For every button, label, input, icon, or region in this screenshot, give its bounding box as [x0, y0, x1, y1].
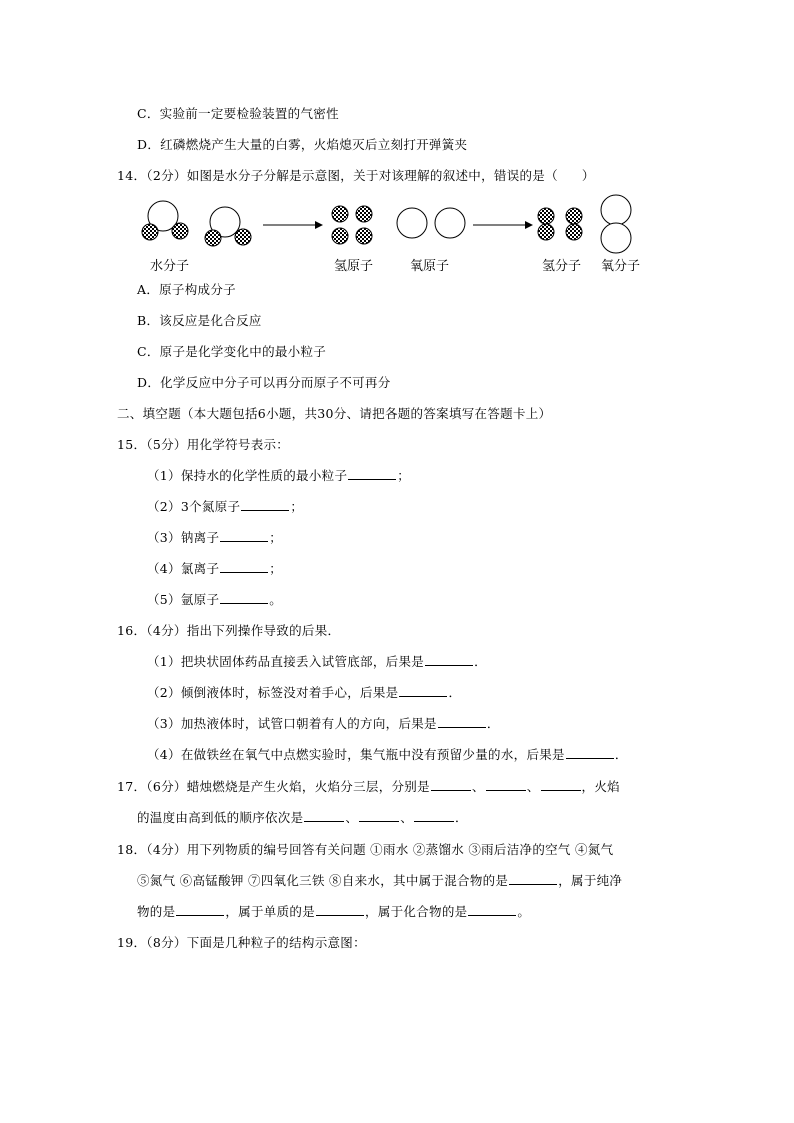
- water-decomposition-diagram: [130, 190, 660, 260]
- q14-stem-text: 14．（2分）如图是水分子分解是示意图，关于对该理解的叙述中，错误的是（: [117, 168, 558, 183]
- q15-stem: 15．（5分）用化学符号表示：: [117, 437, 290, 452]
- q15-item-4-text: （4）氯离子: [147, 561, 220, 576]
- q18-line-2: [137, 873, 622, 889]
- q16-stem: 16．（4分）指出下列操作导致的后果．: [117, 623, 341, 638]
- q16-item-2-text: （2）倾倒液体时，标签没对着手心，后果是: [147, 685, 399, 700]
- arrow-icon: [263, 221, 323, 229]
- q18-line-3-a: 物的是: [137, 904, 176, 919]
- answer-blank[interactable]: [220, 592, 268, 604]
- answer-blank[interactable]: [399, 685, 447, 697]
- punct: ．: [486, 716, 500, 731]
- answer-blank[interactable]: [316, 904, 364, 916]
- q14-option-b: B．该反应是化合反应: [137, 313, 262, 328]
- answer-blank[interactable]: [486, 779, 526, 791]
- answer-blank[interactable]: [509, 873, 557, 885]
- answer-blank[interactable]: [220, 530, 268, 542]
- punct: ．: [455, 810, 468, 825]
- q14-option-a: A．原子构成分子: [137, 282, 236, 297]
- punct: ；: [290, 499, 304, 514]
- label-water-molecule: 水分子: [150, 259, 190, 274]
- answer-blank[interactable]: [304, 810, 344, 822]
- q15-item-3: [147, 530, 282, 546]
- punct: ．: [448, 685, 462, 700]
- q18-line-3-b: ，属于单质的是: [225, 904, 316, 919]
- q13-option-c: C．实验前一定要检验装置的气密性: [137, 106, 339, 121]
- q15-item-5-text: （5）氩原子: [147, 592, 220, 607]
- q16-item-4: [147, 747, 628, 763]
- punct: 、: [526, 779, 540, 794]
- punct: 。: [269, 592, 283, 607]
- label-oxygen-atom: 氧原子: [410, 259, 450, 274]
- answer-blank[interactable]: [566, 747, 614, 759]
- answer-blank[interactable]: [348, 468, 396, 480]
- punct: ；: [269, 530, 283, 545]
- answer-blank[interactable]: [359, 810, 399, 822]
- q14-stem: [117, 168, 595, 184]
- q13-option-d: D．红磷燃烧产生大量的白雾，火焰熄灭后立刻打开弹簧夹: [137, 137, 468, 152]
- label-hydrogen-molecule: 氢分子: [542, 259, 582, 274]
- q17-line-1-tail: ，火焰: [581, 779, 620, 794]
- q15-item-3-text: （3）钠离子: [147, 530, 220, 545]
- answer-blank[interactable]: [431, 779, 471, 791]
- punct: ；: [397, 468, 411, 483]
- label-hydrogen-atom: 氢原子: [334, 259, 374, 274]
- answer-blank[interactable]: [541, 779, 581, 791]
- q15-item-2: [147, 499, 303, 515]
- label-oxygen-molecule: 氧分子: [601, 259, 641, 274]
- q15-item-4: [147, 561, 282, 577]
- answer-blank[interactable]: [425, 654, 473, 666]
- section-heading: 二、填空题（本大题包括6小题，共30分、请把各题的答案填写在答题卡上）: [117, 406, 552, 421]
- q18-line-1: 18．（4分）用下列物质的编号回答有关问题 ①雨水 ②蒸馏水 ③雨后洁净的空气 ④氮气: [117, 842, 614, 857]
- q16-item-1-text: （1）把块状固体药品直接丢入试管底部，后果是: [147, 654, 425, 669]
- q16-item-3: [147, 716, 500, 732]
- q16-item-4-text: （4）在做铁丝在氧气中点燃实验时，集气瓶中没有预留少量的水，后果是: [147, 747, 565, 762]
- q17-line-1-text: 17．（6分）蜡烛燃烧是产生火焰，火焰分三层，分别是: [117, 779, 430, 794]
- q17-line-2-text: 的温度由高到低的顺序依次是: [137, 810, 304, 825]
- answer-blank[interactable]: [176, 904, 224, 916]
- answer-blank[interactable]: [438, 716, 486, 728]
- q18-line-2-text: ⑤氮气 ⑥高锰酸钾 ⑦四氧化三铁 ⑧自来水，其中属于混合物的是: [137, 873, 509, 888]
- punct: 、: [345, 810, 359, 825]
- punct: ．: [614, 747, 628, 762]
- q15-item-5: [147, 592, 282, 608]
- q14-option-c: C．原子是化学变化中的最小粒子: [137, 344, 327, 359]
- answer-blank[interactable]: [468, 904, 516, 916]
- q17-line-1: [117, 779, 620, 795]
- q15-item-1: [147, 468, 410, 484]
- q15-item-2-text: （2）3个氮原子: [147, 499, 241, 514]
- punct: ；: [269, 561, 283, 576]
- answer-blank[interactable]: [414, 810, 454, 822]
- punct: 、: [400, 810, 414, 825]
- punct: 、: [471, 779, 485, 794]
- hydrogen-molecules: [538, 208, 582, 240]
- q19-stem: 19．（8分）下面是几种粒子的结构示意图：: [117, 935, 366, 950]
- oxygen-molecule: [601, 195, 631, 253]
- arrow-icon: [473, 221, 533, 229]
- q18-line-3: [137, 904, 530, 920]
- water-molecule-2: [205, 207, 251, 246]
- answer-blank[interactable]: [220, 561, 268, 573]
- answer-blank[interactable]: [241, 499, 289, 511]
- q17-line-2: [137, 810, 468, 826]
- punct: ．: [474, 654, 487, 669]
- q14-option-d: D．化学反应中分子可以再分而原子不可再分: [137, 375, 391, 390]
- q15-item-1-text: （1）保持水的化学性质的最小粒子: [147, 468, 348, 483]
- oxygen-atoms: [397, 208, 465, 238]
- q14-stem-close: ）: [581, 168, 595, 183]
- q18-line-3-c: ，属于化合物的是: [365, 904, 468, 919]
- q16-item-1: [147, 654, 487, 670]
- q18-line-2-tail: ，属于纯净: [558, 873, 623, 888]
- q16-item-3-text: （3）加热液体时，试管口朝着有人的方向，后果是: [147, 716, 437, 731]
- punct: 。: [517, 904, 531, 919]
- water-molecule-1: [142, 201, 188, 240]
- q16-item-2: [147, 685, 461, 701]
- hydrogen-atoms: [332, 206, 372, 244]
